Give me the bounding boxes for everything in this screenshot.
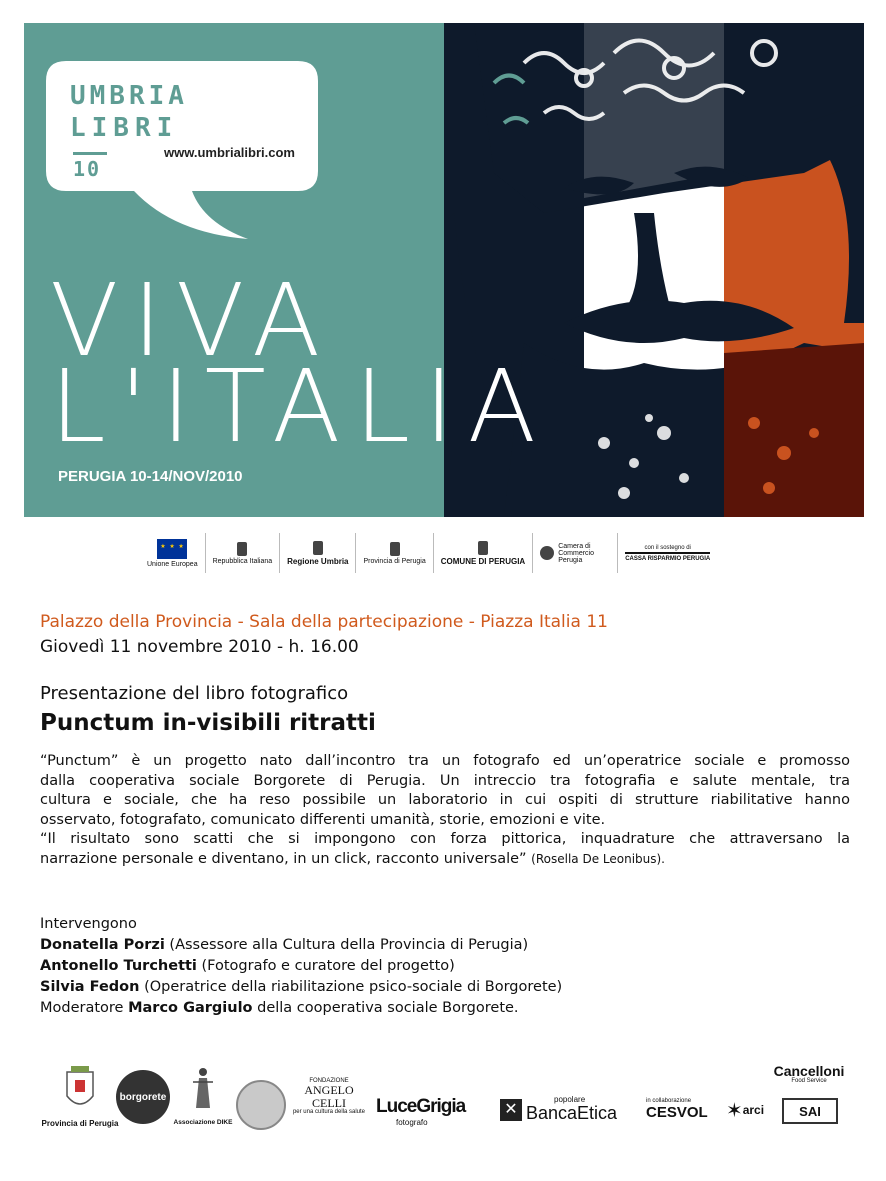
poster-title-line1: VIVA [50,262,335,379]
logo-label: Associazione DIKE [173,1119,233,1126]
sponsor-cassa-risparmio [618,533,717,573]
logo-associazione-dike [170,1066,236,1126]
provincia-crest-icon [390,542,400,556]
sponsor-pre-label: con il sostegno di [644,544,691,551]
logo-label: borgorete [119,1091,167,1103]
emblem-icon [237,542,247,556]
camera-commercio-icon [540,546,554,560]
banca-etica-mark-icon: ✕ [500,1099,522,1121]
logo-libri-text: LIBRI [70,113,179,143]
logo-label: CESVOL [646,1103,708,1121]
logo-borgorete [116,1070,170,1124]
logo-label: Provincia di Perugia [41,1119,119,1128]
sponsor-camera-commercio [533,533,618,573]
sponsor-label: COMUNE DI PERUGIA [440,556,526,566]
logo-speech-bubble [24,23,344,263]
speakers-list [40,914,562,1019]
regione-emblem-icon [313,541,323,555]
event-datetime: Giovedì 11 novembre 2010 - h. 16.00 [40,637,359,657]
sponsor-label: Unione Europea [147,560,198,568]
sponsor-repubblica [206,533,281,573]
logo-sai [782,1098,838,1124]
star-icon: ✶ [725,1099,743,1122]
justice-statue-icon [191,1066,215,1114]
speaker-name: Silvia Fedon [40,979,140,995]
speaker-role: (Operatrice della riabilitazione psico-sociale di Borgorete) [144,979,563,995]
sponsor-comune [434,533,533,573]
sponsor-eu [140,533,206,573]
logo-label: in collaborazione [646,1098,692,1104]
description-line: “Il risultato sono scatti che si impongono con forza pittorica, inquadrature che attraversano la [40,831,850,847]
logo-label: ANGELO [304,1083,354,1098]
logo-label: LuceGrigia [376,1096,466,1117]
comune-crest-icon [478,541,488,555]
sponsor-label: Provincia di Perugia [363,557,426,565]
speaker-name: Antonello Turchetti [40,958,197,974]
sponsor-label: Camera di Commercio Perugia [558,542,594,564]
logo-provincia-perugia [40,1062,120,1128]
moderator-prefix: Moderatore [40,1000,124,1016]
description-line: dalla cooperativa sociale Borgorete di Perugia. Un intreccio tra fotografia e salute mentale, tra [40,772,850,789]
logo-cesvol [646,1098,716,1121]
logo-label: arci [742,1103,765,1117]
sponsor-provincia [356,533,433,573]
book-title: Punctum in-visibili ritratti [40,710,376,736]
speaker-item [40,977,562,998]
speaker-name: Donatella Porzi [40,937,165,953]
logo-label: per una cultura della salute [292,1109,366,1116]
description-line: narrazione personale e diventano, in un click, racconto universale” [40,850,527,867]
description-line: osservato, fotografato, comunicato differenti umanità, storie, emozioni e vite. [40,811,606,828]
logo-label: FONDAZIONE [309,1078,349,1084]
sponsor-label: Regione Umbria [287,556,349,566]
logo-cancelloni [772,1064,846,1084]
logo-seal [236,1080,286,1130]
description-line-with-credit [40,850,850,870]
logo-banca-etica [500,1096,640,1123]
sponsor-logos [140,532,740,574]
logo-label: SAI [799,1103,821,1119]
moderator-name: Marco Gargiulo [128,1000,253,1016]
logo-divider [73,152,107,155]
moderator-item [40,998,562,1019]
logo-label: fotografo [396,1118,428,1127]
provincia-crest-icon [63,1062,97,1114]
moderator-suffix: della cooperativa sociale Borgorete. [257,1000,519,1016]
logo-lucegrigia [376,1096,490,1127]
logo-arci [722,1090,768,1130]
quote-credit: (Rosella De Leonibus). [531,851,665,866]
logo-umbria-text: UMBRIA [70,81,188,111]
sponsor-label: CASSA RISPARMIO PERUGIA [625,552,710,562]
speaker-item [40,935,562,956]
poster-banner [24,23,864,517]
partner-logos [40,1058,860,1138]
logo-label: Cancelloni [773,1063,845,1079]
logo-label: popolare [554,1095,586,1104]
event-description [40,752,850,869]
website-url[interactable]: www.umbrialibri.com [164,145,295,160]
speakers-heading: Intervengono [40,916,137,932]
event-venue: Palazzo della Provincia - Sala della partecipazione - Piazza Italia 11 [40,612,608,632]
speaker-role: (Assessore alla Cultura della Provincia di Perugia) [169,937,529,953]
event-intro: Presentazione del libro fotografico [40,683,349,704]
logo-fondazione-celli [284,1078,374,1116]
logo-label: BancaEtica [526,1103,618,1123]
logo-label: CELLI [312,1095,346,1110]
sponsor-label: Repubblica Italiana [212,557,273,565]
festival-dates: PERUGIA 10-14/NOV/2010 [58,468,243,485]
eu-flag-icon [157,539,187,559]
description-line: “Punctum” è un progetto nato dall’incontro tra un fotografo ed un’operatrice sociale e promosso [40,753,850,769]
poster-title-line2: L'ITALIA [50,348,551,465]
description-line: cultura e sociale, che ha reso possibile un laboratorio in cui ospiti di strutture riabilitative hanno [40,792,850,808]
logo-edition-number: 10 [73,157,102,181]
speaker-role: (Fotografo e curatore del progetto) [201,958,455,974]
speaker-item [40,956,562,977]
sponsor-regione [280,533,356,573]
logo-label: Food Service [791,1078,827,1084]
